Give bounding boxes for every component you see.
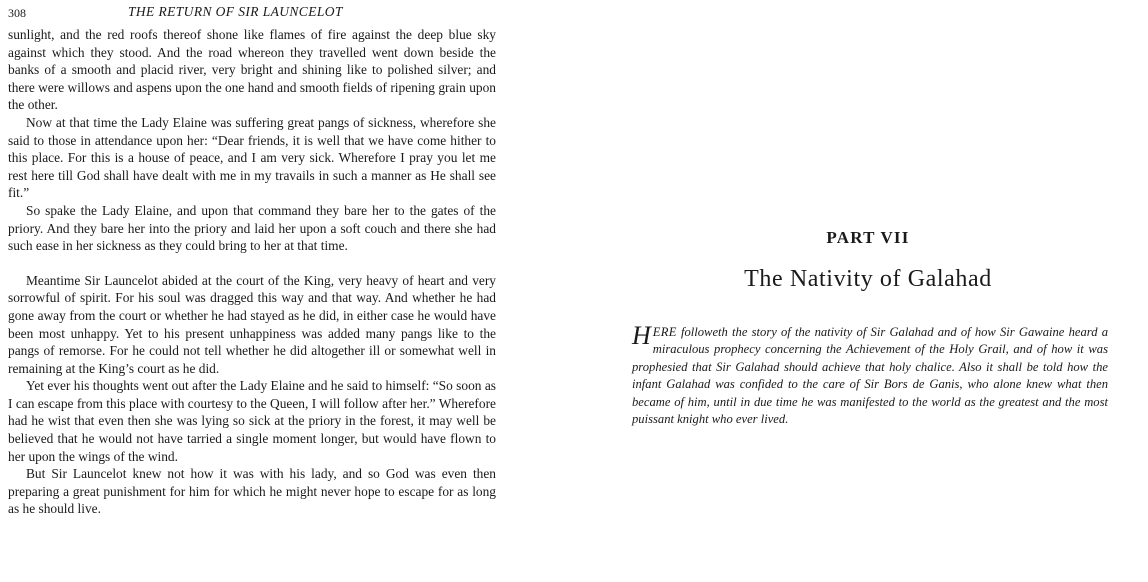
running-title: THE RETURN OF SIR LAUNCELOT: [128, 4, 343, 19]
page-number: 308: [8, 6, 26, 20]
paragraph-4: Meantime Sir Launcelot abided at the court of the King, very heavy of heart and very sorrowful of spirit. For his soul was dragged this way and that way. And whether he had gone away from the court or whether he had stayed as he did, in either case he would have been most unhappy. Yet to his present unhappiness was added many pangs like to the pangs of remorse. For he could not tell whether he did altogether ill or somewhat well in remaining at the King’s court as he did.: [8, 272, 496, 376]
paragraph-2: Now at that time the Lady Elaine was suffering great pangs of sickness, wherefore she said to those in attendance upon her: “Dear friends, it is well that we have come hither to this place. For this is a house of peace, and I am very sick. Wherefore I pray you let me rest here till God shall have dealt with me in my travails in such a manner as He shall see fit.”: [8, 114, 496, 201]
paragraph-6: But Sir Launcelot knew not how it was with his lady, and so God was even then preparing a great punishment for him for which he might never hope to escape for as long as he should live.: [8, 466, 496, 517]
drop-cap: H: [632, 321, 651, 350]
paragraph-1: sunlight, and the red roofs thereof shone like flames of fire against the deep blue sky against which they stood. And the road whereon they travelled went down beside the banks of a smooth and placid river, very bright and shining like to polished silver; and there were willows and aspens upon the one hand and smooth fields of ripening grain upon the other.: [8, 27, 496, 113]
intro-first-word: ERE: [652, 325, 677, 339]
part-title: The Nativity of Galahad: [744, 266, 992, 292]
running-head: [8, 4, 496, 26]
body-text: [8, 26, 496, 518]
part-introduction: [632, 321, 1108, 428]
paragraph-5: Yet ever his thoughts went out after the Lady Elaine and he said to himself: “So soon as I can escape from this place with courtesy to the Queen, I will follow after her.” Wherefore had he wist that even then she was lying so sick at the priory in the forest, it may well be believed that he would not have tarried a single moment longer, but would have flown to her upon the wings of the wind.: [8, 378, 496, 464]
left-page: [8, 4, 496, 576]
intro-text: followeth the story of the nativity of Sir Galahad and of how Sir Gawaine heard a miraculous prophecy concerning the Achievement of the Holy Grail, and of how it was prophesied that Sir Galahad should achieve that holy chalice. Also it shall be told how the infant Galahad was confided to the care of Sir Bors de Ganis, who alone knew what then became of him, until in due time he was manifested to the world as the greatest and the most puissant knight who ever lived.: [632, 325, 1108, 427]
part-label: PART VII: [826, 228, 910, 247]
paragraph-3: So spake the Lady Elaine, and upon that command they bare her to the gates of the priory. And they bare her into the priory and laid her upon a soft couch and there she had such ease in her sickness as they could bring to her at that time.: [8, 202, 496, 254]
right-page: [630, 0, 1118, 582]
